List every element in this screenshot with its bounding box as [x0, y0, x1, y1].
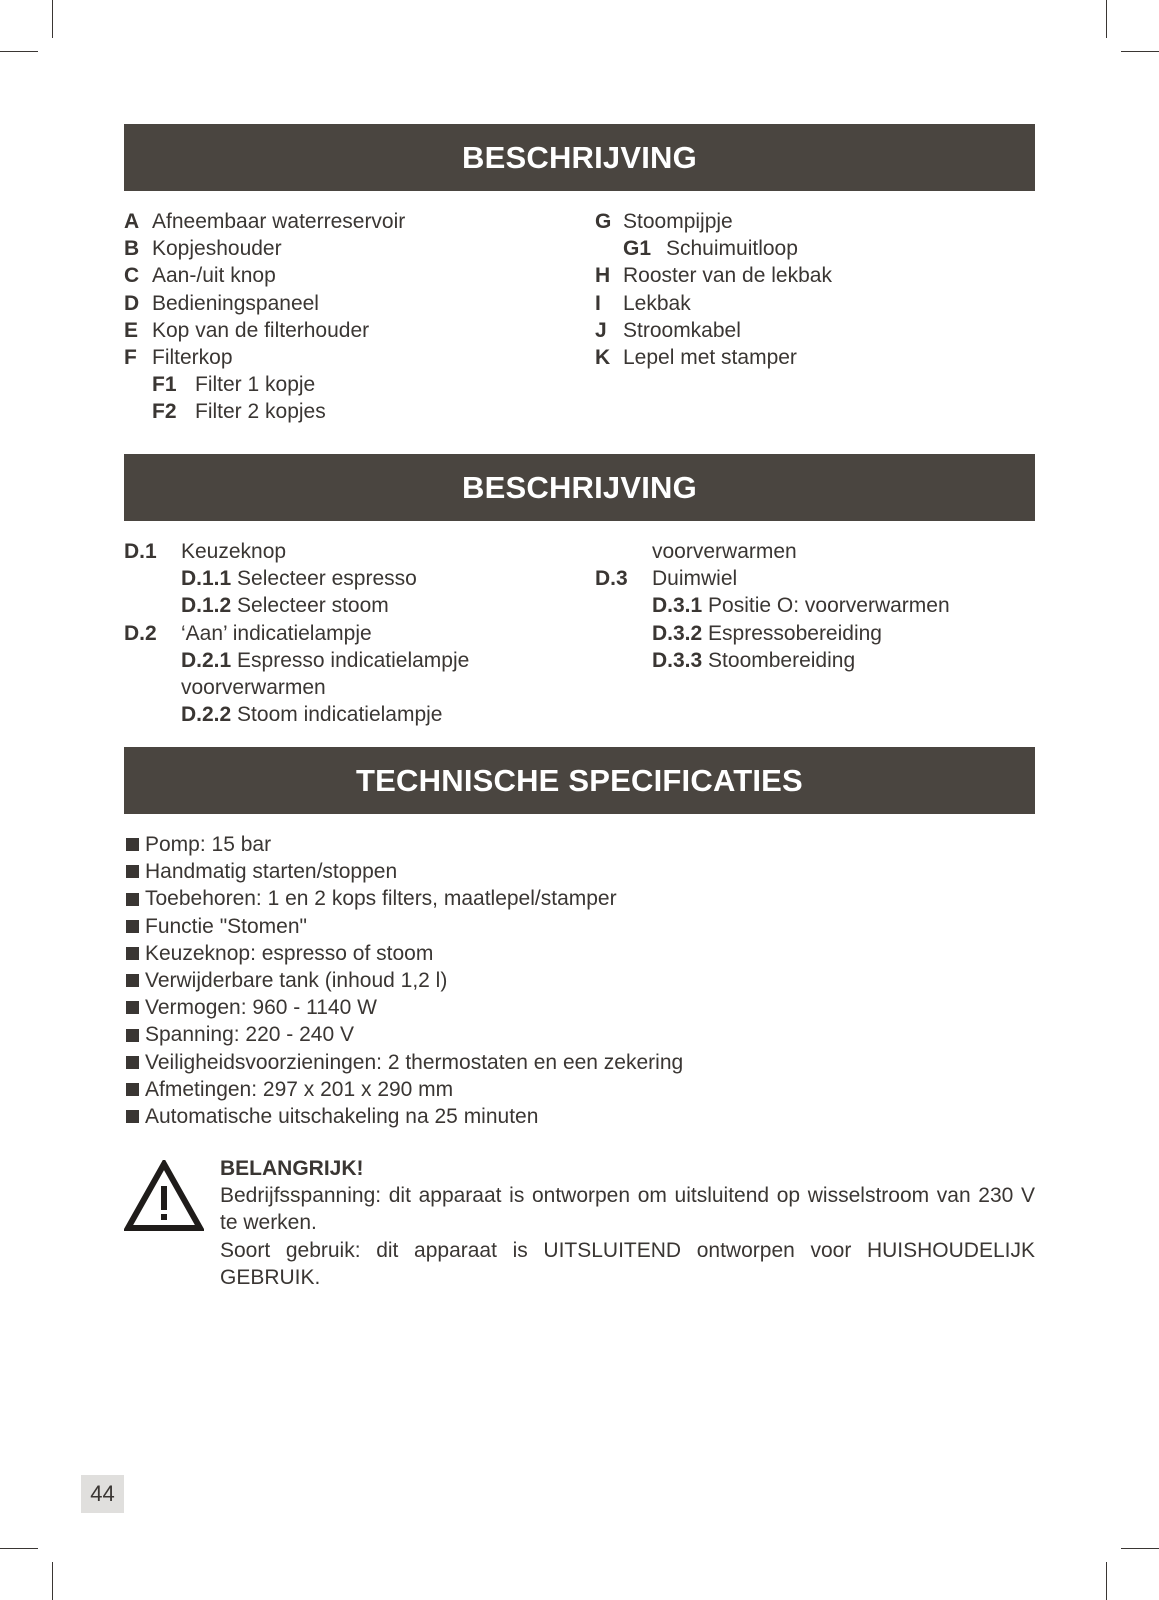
control-panel-list-left — [124, 538, 469, 728]
control-panel-list-right — [595, 538, 950, 674]
list-subitem: F2 Filter 2 kopjes — [152, 400, 326, 424]
list-item: J Stroomkabel — [595, 318, 741, 342]
list-item: Keuzeknop: espresso of stoom — [124, 940, 683, 967]
description-list-right — [595, 208, 832, 371]
list-item: Vermogen: 960 - 1140 W — [124, 994, 683, 1021]
list-item: Afmetingen: 297 x 201 x 290 mm — [124, 1076, 683, 1103]
list-item: Veiligheidsvoorzieningen: 2 thermostaten en een zekering — [124, 1049, 683, 1076]
list-item: G Stoompijpje — [595, 210, 733, 233]
warning-text — [220, 1155, 1035, 1291]
square-bullet-icon — [126, 838, 139, 851]
list-item: Pomp: 15 bar — [124, 831, 683, 858]
square-bullet-icon — [126, 920, 139, 933]
list-subitem: G1 Schuimuitloop — [623, 237, 798, 261]
section-title-text: TECHNISCHE SPECIFICATIES — [356, 762, 803, 798]
square-bullet-icon — [126, 1056, 139, 1069]
crop-mark — [1106, 0, 1107, 38]
list-item: A Afneembaar waterreservoir — [124, 210, 406, 233]
crop-mark — [52, 1562, 53, 1600]
square-bullet-icon — [126, 1110, 139, 1123]
square-bullet-icon — [126, 974, 139, 987]
list-item: D.3 Duimwiel — [595, 567, 738, 591]
square-bullet-icon — [126, 865, 139, 878]
list-subitem: F1 Filter 1 kopje — [152, 373, 316, 397]
section-title-text: BESCHRIJVING — [462, 469, 697, 505]
page-number: 44 — [81, 1475, 124, 1513]
list-item: H Rooster van de lekbak — [595, 264, 832, 288]
warning-heading: BELANGRIJK! — [220, 1157, 364, 1180]
list-item: F Filterkop — [124, 346, 233, 370]
warning-paragraph: Bedrijfsspanning: dit apparaat is ontworpen om uitsluitend op wisselstroom van 230 V te werken. — [220, 1184, 1035, 1235]
warning-paragraph: Soort gebruik: dit apparaat is UITSLUITEND ontworpen voor HUISHOUDELIJK GEBRUIK. — [220, 1238, 1035, 1289]
list-item: Toebehoren: 1 en 2 kops filters, maatlepel/stamper — [124, 885, 683, 912]
list-subitem: D.1.2 Selecteer stoom — [181, 594, 389, 618]
list-subitem: D.3.3 Stoombereiding — [652, 648, 856, 672]
list-subitem: D.1.1 Selecteer espresso — [181, 567, 417, 591]
list-item: Functie "Stomen" — [124, 913, 683, 940]
crop-mark — [0, 51, 38, 52]
list-item: B Kopjeshouder — [124, 237, 282, 261]
list-item: Verwijderbare tank (inhoud 1,2 l) — [124, 967, 683, 994]
list-item: I Lekbak — [595, 291, 691, 315]
list-item: D Bedieningspaneel — [124, 291, 319, 315]
crop-mark — [1106, 1562, 1107, 1600]
list-item: D.1 Keuzeknop — [124, 540, 287, 563]
section-title-description — [124, 124, 1035, 191]
list-item: K Lepel met stamper — [595, 346, 797, 370]
list-subitem-continuation: voorverwarmen — [652, 540, 797, 563]
section-title-control-panel — [124, 454, 1035, 521]
crop-mark — [52, 0, 53, 38]
list-item: E Kop van de filterhouder — [124, 318, 370, 342]
list-subitem: D.2.2 Stoom indicatielampje — [181, 703, 443, 727]
square-bullet-icon — [126, 1083, 139, 1096]
description-list-left — [124, 208, 405, 426]
list-item: D.2 ‘Aan’ indicatielampje — [124, 621, 372, 645]
warning-triangle-icon — [124, 1160, 204, 1232]
section-title-text: BESCHRIJVING — [462, 139, 697, 175]
specs-list — [124, 831, 683, 1130]
list-item: Automatische uitschakeling na 25 minuten — [124, 1103, 683, 1130]
list-subitem-continuation: voorverwarmen — [181, 676, 326, 700]
section-title-specs — [124, 747, 1035, 814]
list-item: Spanning: 220 - 240 V — [124, 1021, 683, 1048]
square-bullet-icon — [126, 947, 139, 960]
crop-mark — [1121, 51, 1159, 52]
square-bullet-icon — [126, 1001, 139, 1014]
list-subitem: D.2.1 Espresso indicatielampje — [181, 648, 470, 672]
crop-mark — [0, 1548, 38, 1549]
square-bullet-icon — [126, 1029, 139, 1042]
square-bullet-icon — [126, 893, 139, 906]
list-item: C Aan-/uit knop — [124, 264, 276, 288]
list-subitem: D.3.1 Positie O: voorverwarmen — [652, 594, 950, 618]
crop-mark — [1121, 1548, 1159, 1549]
list-item: Handmatig starten/stoppen — [124, 858, 683, 885]
list-subitem: D.3.2 Espressobereiding — [652, 621, 882, 645]
